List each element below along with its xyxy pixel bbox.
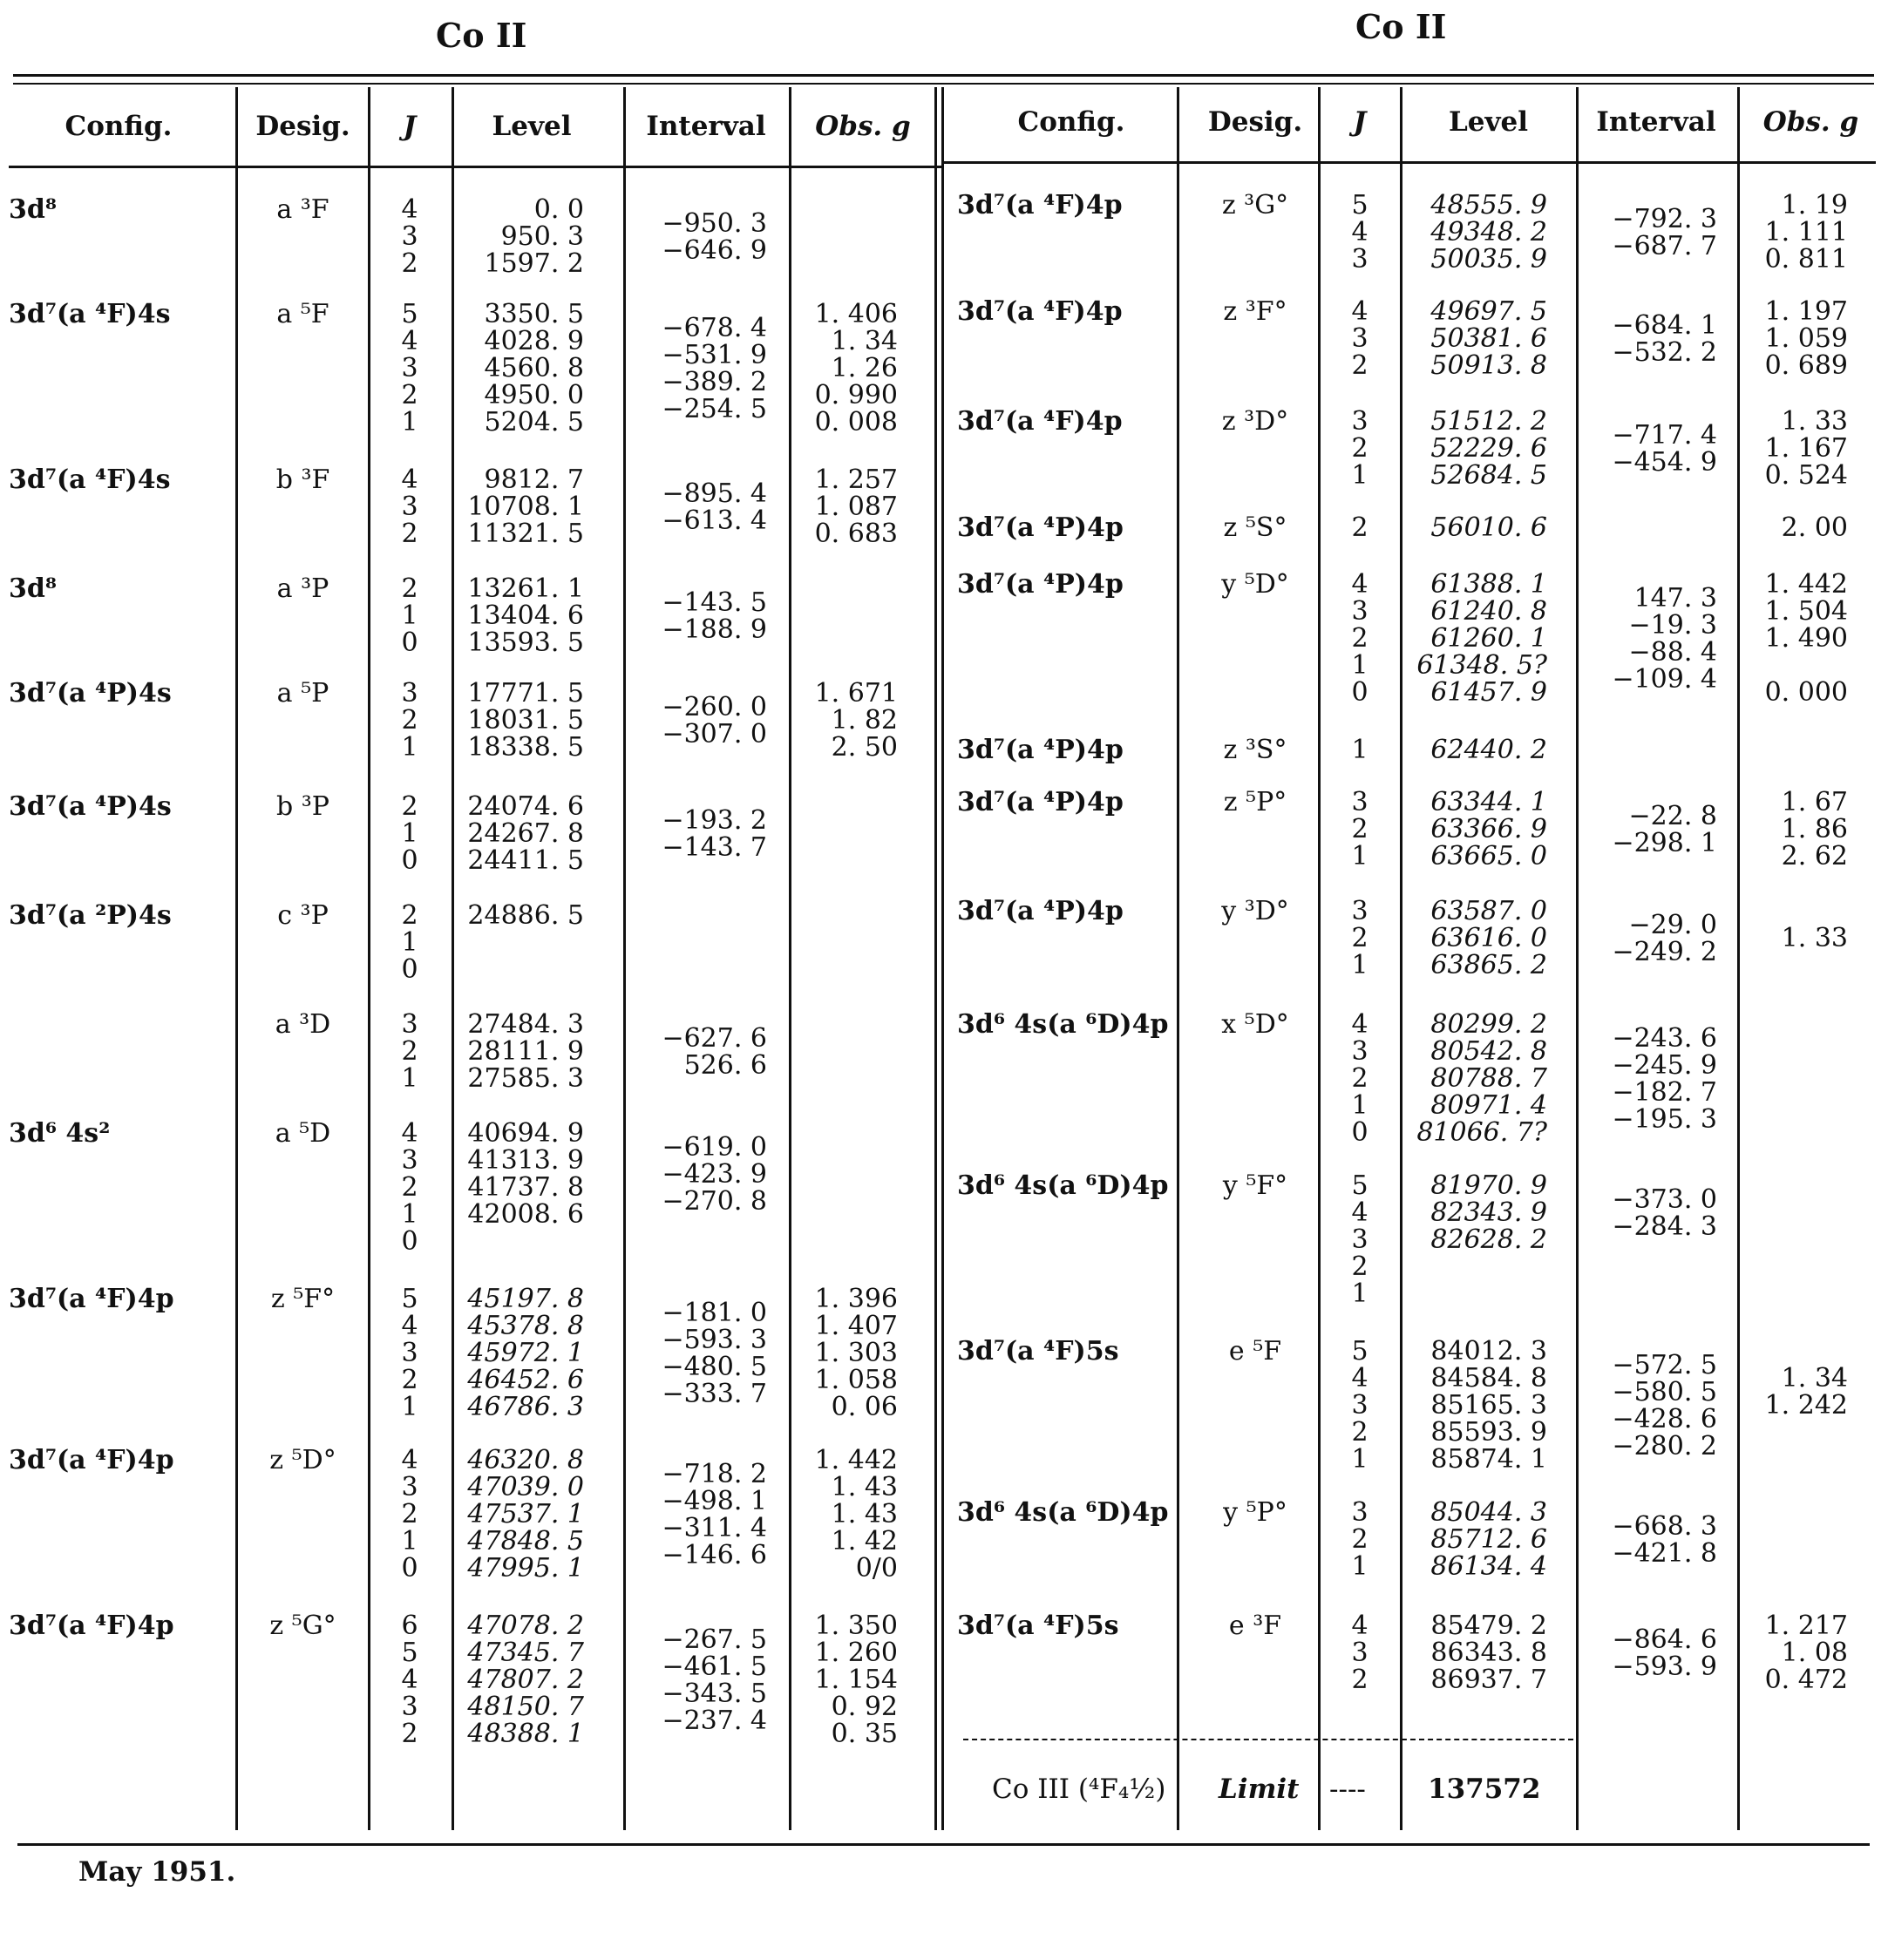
term-row-r-8-interval: −243. 6 −245. 9 −182. 7 −195. 3 <box>1612 1022 1717 1135</box>
term-row-r-1-interval: −684. 1 −532. 2 <box>1612 309 1717 368</box>
header-g-r: Obs. g <box>1762 106 1859 138</box>
term-row-l-7-desig: a ³D <box>275 1009 331 1040</box>
term-row-r-1-g: 1. 197 1. 059 0. 689 <box>1764 296 1848 381</box>
term-row-r-11-config: 3d⁶ 4s(a ⁶D)4p <box>957 1497 1169 1528</box>
term-row-r-8-j: 4 3 2 1 0 <box>1351 1009 1368 1148</box>
header-desig-r: Desig. <box>1207 106 1303 138</box>
column-rule <box>934 87 937 1830</box>
term-row-r-11-interval: −668. 3 −421. 8 <box>1612 1510 1717 1569</box>
term-row-r-9-level: 81970. 9 82343. 9 82628. 2 <box>1430 1170 1547 1255</box>
term-row-l-9-level: 45197. 8 45378. 8 45972. 1 46452. 6 46786. 3 <box>467 1284 584 1422</box>
term-row-l-3-j: 2 1 0 <box>401 573 418 658</box>
term-row-l-2-j: 4 3 2 <box>401 465 418 549</box>
term-row-r-6-level: 63344. 1 63366. 9 63665. 0 <box>1430 787 1547 871</box>
term-row-r-10-j: 5 4 3 2 1 <box>1351 1336 1368 1475</box>
header-interval-l: Interval <box>646 111 766 142</box>
term-row-l-4-config: 3d⁷(a ⁴P)4s <box>9 678 172 709</box>
term-row-r-6-desig: z ⁵P° <box>1223 787 1287 817</box>
term-row-r-2-j: 3 2 1 <box>1351 406 1368 491</box>
term-row-r-7-j: 3 2 1 <box>1351 896 1368 980</box>
term-row-r-1-desig: z ³F° <box>1223 296 1287 327</box>
title-right: Co II <box>1355 7 1447 46</box>
term-row-r-3-g: 2. 00 <box>1781 512 1848 543</box>
term-row-l-8-config: 3d⁶ 4s² <box>9 1118 111 1149</box>
term-row-r-8-desig: x ⁵D° <box>1221 1009 1289 1040</box>
term-row-l-2-g: 1. 257 1. 087 0. 683 <box>814 465 898 549</box>
term-row-l-0-desig: a ³F <box>276 194 329 225</box>
term-row-l-2-interval: −895. 4 −613. 4 <box>662 478 767 536</box>
rule <box>9 166 941 168</box>
term-row-r-0-level: 48555. 9 49348. 2 50035. 9 <box>1430 190 1547 275</box>
term-row-l-5-level: 24074. 6 24267. 8 24411. 5 <box>467 791 584 876</box>
term-row-l-10-g: 1. 442 1. 43 1. 43 1. 42 0/0 <box>814 1445 898 1584</box>
term-row-r-7-config: 3d⁷(a ⁴P)4p <box>957 896 1124 926</box>
term-row-l-1-g: 1. 406 1. 34 1. 26 0. 990 0. 008 <box>814 299 898 437</box>
term-row-l-11-desig: z ⁵G° <box>269 1611 336 1641</box>
term-row-l-0-config: 3d⁸ <box>9 194 57 225</box>
term-row-r-3-config: 3d⁷(a ⁴P)4p <box>957 512 1124 543</box>
term-row-l-0-j: 4 3 2 <box>401 194 418 279</box>
term-row-r-9-interval: −373. 0 −284. 3 <box>1612 1183 1717 1242</box>
term-row-l-2-desig: b ³F <box>275 465 330 495</box>
term-row-r-9-config: 3d⁶ 4s(a ⁶D)4p <box>957 1170 1169 1201</box>
term-row-r-0-g: 1. 19 1. 111 0. 811 <box>1764 190 1848 275</box>
column-rule <box>941 87 944 1830</box>
term-row-r-12-level: 85479. 2 86343. 8 86937. 7 <box>1430 1611 1547 1695</box>
term-row-l-1-j: 5 4 3 2 1 <box>401 299 418 437</box>
term-row-r-2-desig: z ³D° <box>1221 406 1289 437</box>
limit-level: 137572 <box>1428 1773 1541 1805</box>
term-row-l-11-level: 47078. 2 47345. 7 47807. 2 48150. 7 48388. 1 <box>467 1611 584 1749</box>
term-row-r-6-interval: −22. 8 −298. 1 <box>1612 800 1717 858</box>
term-row-r-12-interval: −864. 6 −593. 9 <box>1612 1624 1717 1682</box>
term-row-l-10-desig: z ⁵D° <box>269 1445 336 1475</box>
term-row-r-1-level: 49697. 5 50381. 6 50913. 8 <box>1430 296 1547 381</box>
term-row-l-6-desig: c ³P <box>277 900 329 931</box>
term-row-r-10-interval: −572. 5 −580. 5 −428. 6 −280. 2 <box>1612 1349 1717 1462</box>
term-row-l-7-j: 3 2 1 <box>401 1009 418 1094</box>
term-row-l-8-desig: a ⁵D <box>275 1118 331 1149</box>
term-row-r-9-j: 5 4 3 2 1 <box>1351 1170 1368 1309</box>
term-row-l-1-desig: a ⁵F <box>276 299 329 329</box>
term-row-l-0-level: 0. 0 950. 3 1597. 2 <box>484 194 584 279</box>
term-row-l-4-desig: a ⁵P <box>276 678 329 709</box>
column-rule <box>789 87 791 1830</box>
term-row-l-10-interval: −718. 2 −498. 1 −311. 4 −146. 6 <box>662 1458 767 1570</box>
term-row-r-7-desig: y ³D° <box>1221 896 1289 926</box>
term-row-l-7-level: 27484. 3 28111. 9 27585. 3 <box>467 1009 584 1094</box>
term-row-l-11-interval: −267. 5 −461. 5 −343. 5 −237. 4 <box>662 1624 767 1736</box>
term-row-r-2-interval: −717. 4 −454. 9 <box>1612 419 1717 478</box>
title-left: Co II <box>436 16 527 55</box>
term-row-r-8-config: 3d⁶ 4s(a ⁶D)4p <box>957 1009 1169 1040</box>
header-level-r: Level <box>1448 106 1529 138</box>
term-row-l-0-interval: −950. 3 −646. 9 <box>662 207 767 266</box>
term-row-l-7-interval: −627. 6 526. 6 <box>662 1022 767 1081</box>
term-row-r-5-j: 1 <box>1351 735 1368 765</box>
term-row-l-4-level: 17771. 5 18031. 5 18338. 5 <box>467 678 584 763</box>
term-row-r-11-level: 85044. 3 85712. 6 86134. 4 <box>1430 1497 1547 1582</box>
term-row-l-6-config: 3d⁷(a ²P)4s <box>9 900 172 931</box>
term-row-l-5-config: 3d⁷(a ⁴P)4s <box>9 791 172 822</box>
term-row-r-7-interval: −29. 0 −249. 2 <box>1612 909 1717 967</box>
term-row-r-4-config: 3d⁷(a ⁴P)4p <box>957 569 1124 600</box>
term-row-l-9-config: 3d⁷(a ⁴F)4p <box>9 1284 174 1314</box>
term-row-r-10-level: 84012. 3 84584. 8 85165. 3 85593. 9 85874. 1 <box>1430 1336 1547 1475</box>
term-row-r-1-j: 4 3 2 <box>1351 296 1368 381</box>
limit-desig: Limit <box>1219 1773 1300 1805</box>
header-desig-l: Desig. <box>255 111 350 142</box>
term-row-l-8-j: 4 3 2 1 0 <box>401 1118 418 1257</box>
term-row-l-11-g: 1. 350 1. 260 1. 154 0. 92 0. 35 <box>814 1611 898 1749</box>
term-row-r-6-g: 1. 67 1. 86 2. 62 <box>1781 787 1848 871</box>
term-row-r-5-desig: z ³S° <box>1223 735 1287 765</box>
rule <box>17 1843 1870 1846</box>
term-row-l-10-j: 4 3 2 1 0 <box>401 1445 418 1584</box>
term-row-l-3-interval: −143. 5 −188. 9 <box>662 587 767 645</box>
term-row-l-9-desig: z ⁵F° <box>270 1284 336 1314</box>
header-j-r: J <box>1353 106 1367 138</box>
term-row-l-9-j: 5 4 3 2 1 <box>401 1284 418 1422</box>
term-row-l-6-level: 24886. 5 <box>467 900 584 931</box>
term-row-r-0-interval: −792. 3 −687. 7 <box>1612 203 1717 261</box>
term-row-r-7-level: 63587. 0 63616. 0 63865. 2 <box>1430 896 1547 980</box>
term-row-r-2-config: 3d⁷(a ⁴F)4p <box>957 406 1123 437</box>
term-row-r-11-desig: y ⁵P° <box>1223 1497 1287 1528</box>
term-row-r-0-j: 5 4 3 <box>1351 190 1368 275</box>
term-row-r-12-config: 3d⁷(a ⁴F)5s <box>957 1611 1119 1641</box>
term-row-l-4-j: 3 2 1 <box>401 678 418 763</box>
term-row-r-10-config: 3d⁷(a ⁴F)5s <box>957 1336 1119 1367</box>
limit-separator <box>963 1739 1573 1740</box>
term-row-r-10-g: 1. 34 1. 242 <box>1764 1363 1848 1421</box>
rule <box>13 74 1874 77</box>
term-row-l-2-config: 3d⁷(a ⁴F)4s <box>9 465 171 495</box>
term-row-r-7-g: 1. 33 <box>1781 923 1848 953</box>
term-row-l-11-j: 6 5 4 3 2 <box>401 1611 418 1749</box>
column-rule <box>623 87 626 1830</box>
rule <box>943 161 1876 164</box>
term-row-r-5-config: 3d⁷(a ⁴P)4p <box>957 735 1124 765</box>
term-row-r-12-j: 4 3 2 <box>1351 1611 1368 1695</box>
term-row-l-9-g: 1. 396 1. 407 1. 303 1. 058 0. 06 <box>814 1284 898 1422</box>
column-rule <box>235 87 238 1830</box>
term-row-r-3-desig: z ⁵S° <box>1223 512 1287 543</box>
term-row-r-4-level: 61388. 1 61240. 8 61260. 1 61348. 5? 61457. 9 <box>1416 569 1547 708</box>
footer-date: May 1951. <box>78 1856 236 1888</box>
term-row-l-11-config: 3d⁷(a ⁴F)4p <box>9 1611 174 1641</box>
term-row-l-3-desig: a ³P <box>276 573 329 604</box>
term-row-l-5-interval: −193. 2 −143. 7 <box>662 804 767 863</box>
column-rule <box>1177 87 1179 1830</box>
term-row-l-8-level: 40694. 9 41313. 9 41737. 8 42008. 6 <box>467 1118 584 1230</box>
term-row-r-6-config: 3d⁷(a ⁴P)4p <box>957 787 1124 817</box>
term-row-r-10-desig: e ⁵F <box>1228 1336 1282 1367</box>
term-row-r-1-config: 3d⁷(a ⁴F)4p <box>957 296 1123 327</box>
term-row-r-12-desig: e ³F <box>1228 1611 1282 1641</box>
term-row-r-5-level: 62440. 2 <box>1430 735 1547 765</box>
term-row-r-0-config: 3d⁷(a ⁴F)4p <box>957 190 1123 220</box>
term-row-l-6-j: 2 1 0 <box>401 900 418 985</box>
term-row-r-6-j: 3 2 1 <box>1351 787 1368 871</box>
header-interval-r: Interval <box>1596 106 1716 138</box>
term-row-l-8-interval: −619. 0 −423. 9 −270. 8 <box>662 1131 767 1217</box>
header-g-l: Obs. g <box>815 111 911 142</box>
term-row-r-4-desig: y ⁵D° <box>1221 569 1289 600</box>
header-config-l: Config. <box>65 111 173 142</box>
term-row-l-10-config: 3d⁷(a ⁴F)4p <box>9 1445 174 1475</box>
term-row-l-4-interval: −260. 0 −307. 0 <box>662 691 767 749</box>
term-row-r-8-level: 80299. 2 80542. 8 80788. 7 80971. 4 81066. 7? <box>1416 1009 1547 1148</box>
term-row-l-1-level: 3350. 5 4028. 9 4560. 8 4950. 0 5204. 5 <box>484 299 584 437</box>
term-row-l-4-g: 1. 671 1. 82 2. 50 <box>814 678 898 763</box>
term-row-r-2-g: 1. 33 1. 167 0. 524 <box>1764 406 1848 491</box>
term-row-r-3-j: 2 <box>1351 512 1368 543</box>
term-row-l-1-config: 3d⁷(a ⁴F)4s <box>9 299 171 329</box>
limit-config: Co III (⁴F₄½) <box>992 1773 1166 1805</box>
limit-j: ---- <box>1329 1773 1366 1805</box>
term-row-r-2-level: 51512. 2 52229. 6 52684. 5 <box>1430 406 1547 491</box>
term-row-l-5-desig: b ³P <box>276 791 329 822</box>
term-row-l-2-level: 9812. 7 10708. 1 11321. 5 <box>467 465 584 549</box>
header-level-l: Level <box>492 111 572 142</box>
header-j-l: J <box>403 111 417 142</box>
header-config-r: Config. <box>1017 106 1125 138</box>
term-row-r-3-level: 56010. 6 <box>1430 512 1547 543</box>
term-row-r-4-g: 1. 442 1. 504 1. 490 0. 000 <box>1764 569 1848 708</box>
term-row-l-1-interval: −678. 4 −531. 9 −389. 2 −254. 5 <box>662 312 767 424</box>
term-row-r-0-desig: z ³G° <box>1221 190 1289 220</box>
term-row-l-3-config: 3d⁸ <box>9 573 57 604</box>
term-row-r-4-interval: 147. 3 −19. 3 −88. 4 −109. 4 <box>1612 582 1717 695</box>
term-row-r-12-g: 1. 217 1. 08 0. 472 <box>1764 1611 1848 1695</box>
term-row-l-3-level: 13261. 1 13404. 6 13593. 5 <box>467 573 584 658</box>
term-row-r-4-j: 4 3 2 1 0 <box>1351 569 1368 708</box>
column-rule <box>1400 87 1402 1830</box>
term-row-l-10-level: 46320. 8 47039. 0 47537. 1 47848. 5 47995. 1 <box>467 1445 584 1584</box>
term-row-r-9-desig: y ⁵F° <box>1222 1170 1288 1201</box>
term-row-l-5-j: 2 1 0 <box>401 791 418 876</box>
term-row-r-11-j: 3 2 1 <box>1351 1497 1368 1582</box>
term-row-l-9-interval: −181. 0 −593. 3 −480. 5 −333. 7 <box>662 1297 767 1409</box>
